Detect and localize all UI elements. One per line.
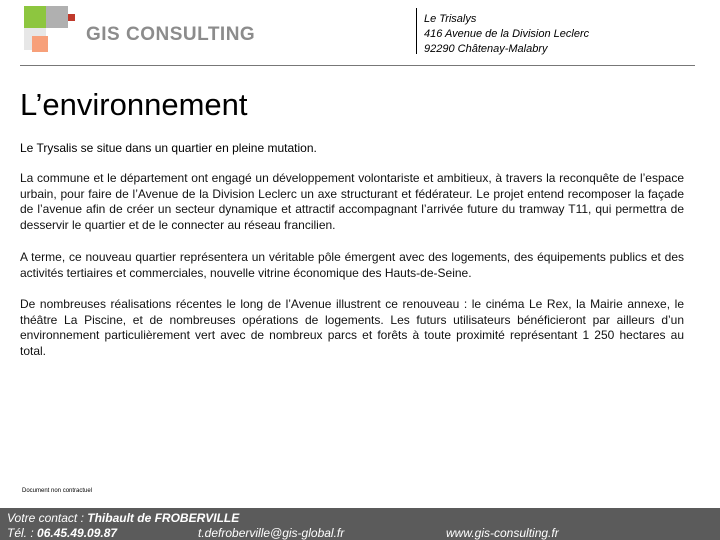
footer-bar (0, 508, 720, 540)
logo-square-grey (46, 6, 68, 28)
paragraph-achievements: De nombreuses réalisations récentes le long de l’Avenue illustrent ce renouveau : le cinéma Le Rex, la Mairie annexe, le théâtre La Piscine, et de nombreuses opérations de logements. Les futurs utilisateurs bénéficieront par ailleurs d’un environnement particulièrement vert avec de nombreux parcs et forêts à toute proximité représentant 1 250 hectares au total. (20, 297, 684, 358)
intro-text: Le Trysalis se situe dans un quartier en pleine mutation. (20, 141, 317, 155)
phone-label: Tél. : (7, 526, 38, 540)
header-divider (416, 8, 417, 54)
logo-brand-text: GIS CONSULTING (86, 24, 256, 45)
contact-line (7, 511, 239, 525)
logo-square-orange (32, 36, 48, 52)
header-rule (20, 65, 695, 66)
address-line-city: 92290 Châtenay-Malabry (424, 43, 548, 55)
logo-square-green (24, 6, 46, 28)
paragraph-new-district: A terme, ce nouveau quartier représentera un véritable pôle émergent avec des logements, des équipements publics et des activités tertiaires et commerciales, nouvelle vitrine économique des Hauts-de-Seine. (20, 250, 684, 280)
paragraph-urban-project: La commune et le département ont engagé un développement volontariste et ambitieux, à travers la reconquête de l’espace urbain, pour faire de l’Avenue de la Division Leclerc un axe structurant et fédérateur. Le projet entend recomposer la façade de l’avenue afin de créer un secteur dynamique et attractif accompagnant l’arrivée future du tramway T11, qui permettra de desservir le quartier et de le connecter au réseau francilien. (20, 171, 684, 232)
logo-square-red (68, 14, 75, 21)
gis-consulting-logo (24, 6, 254, 62)
contact-label: Votre contact : (7, 511, 88, 525)
website-link[interactable]: www.gis-consulting.fr (446, 526, 559, 540)
contact-email[interactable]: t.defroberville@gis-global.fr (198, 526, 345, 540)
address-line-street: 416 Avenue de la Division Leclerc (424, 28, 590, 40)
address-line-building: Le Trisalys (424, 13, 477, 25)
phone-line (7, 526, 117, 540)
page-title: L’environnement (20, 87, 248, 122)
contact-name: Thibault de FROBERVILLE (87, 511, 240, 525)
phone-number: 06.45.49.09.87 (37, 526, 118, 540)
disclaimer: Document non contractuel (22, 488, 93, 494)
header-address (424, 12, 589, 57)
